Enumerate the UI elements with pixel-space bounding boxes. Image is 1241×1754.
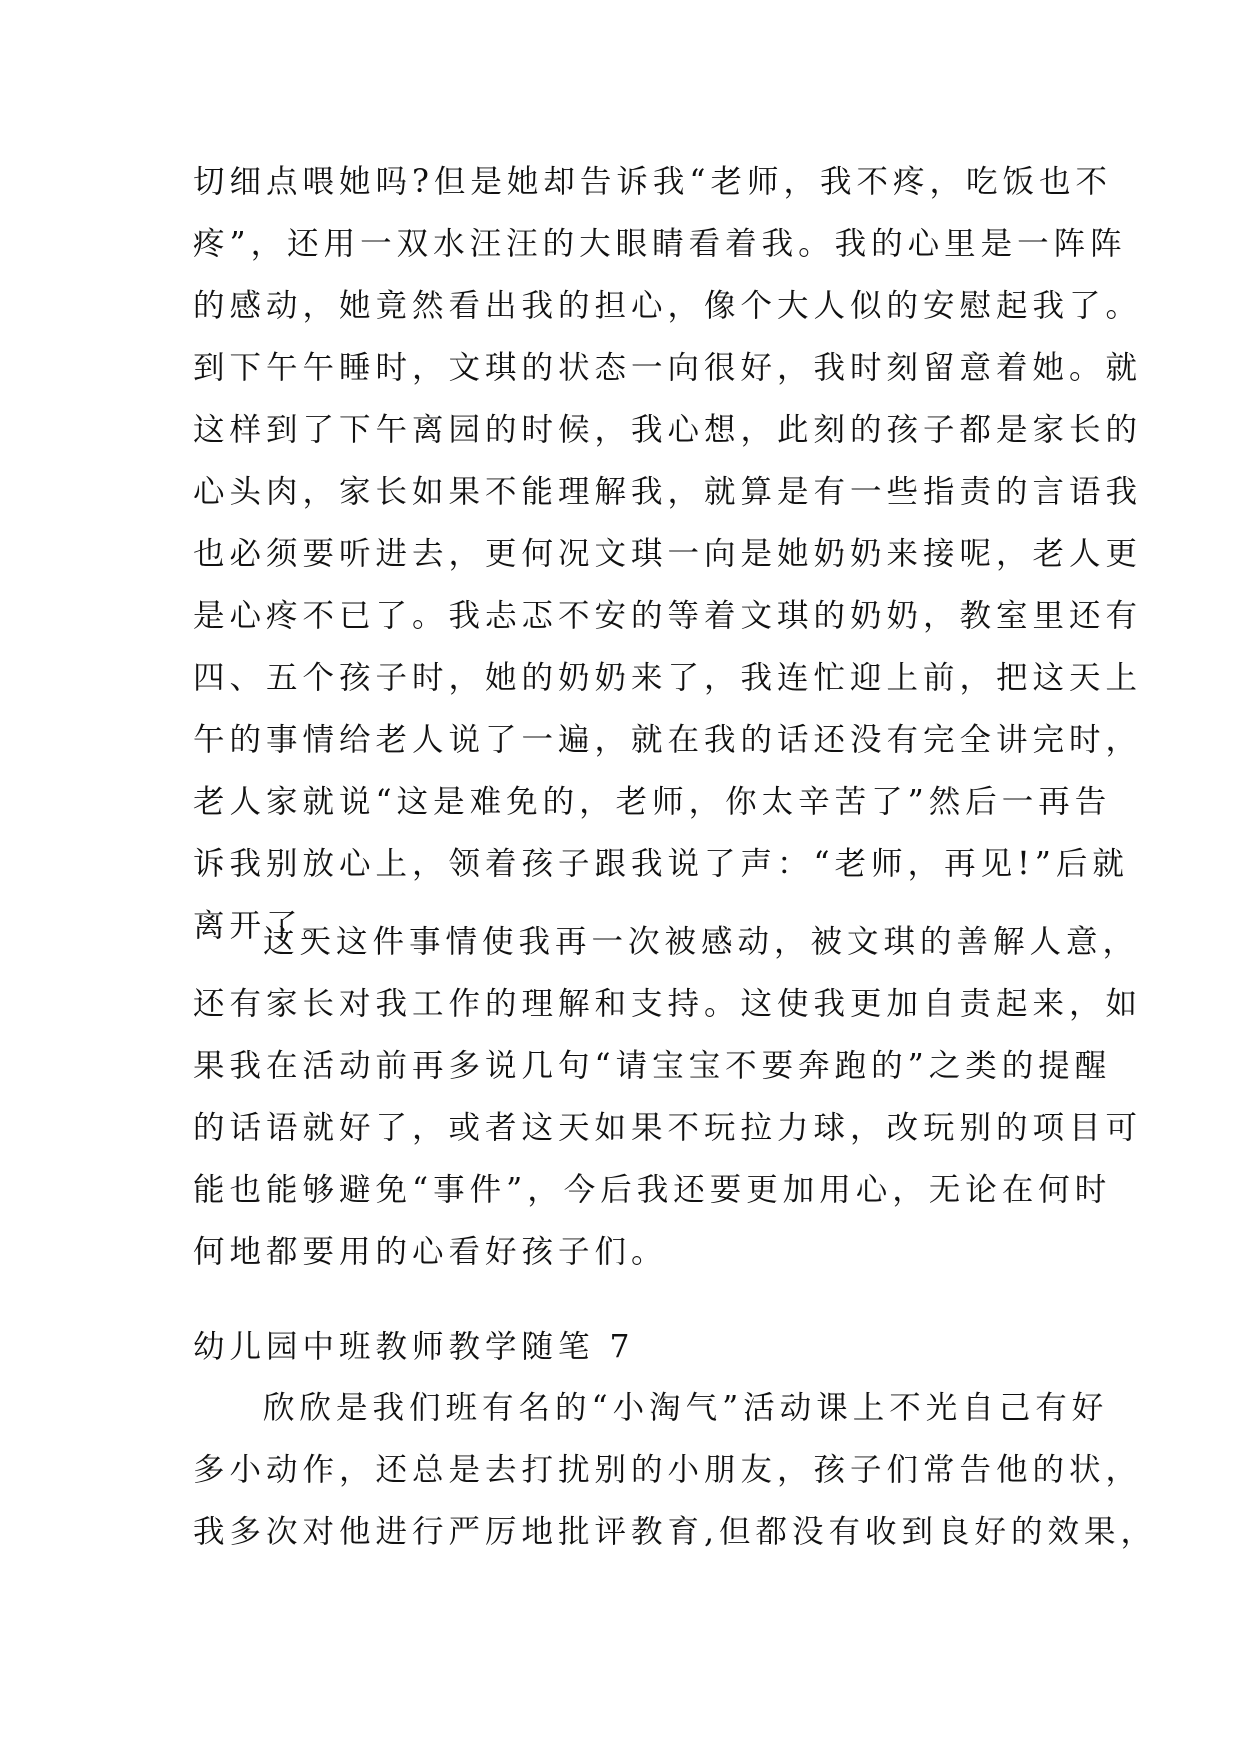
text-line: 心头肉，家长如果不能理解我，就算是有一些指责的言语我	[193, 474, 1143, 510]
text-line: 多小动作，还总是去打扰别的小朋友，孩子们常告他的状，	[193, 1452, 1143, 1488]
text-line: 诉我别放心上，领着孩子跟我说了声：“老师，再见!”后就	[193, 846, 1129, 882]
text-line: 老人家就说“这是难免的，老师，你太辛苦了”然后一再告	[193, 784, 1112, 820]
text-line: 疼”，还用一双水汪汪的大眼睛看着我。我的心里是一阵阵	[193, 226, 1127, 262]
text-line: 也必须要听进去，更何况文琪一向是她奶奶来接呢，老人更	[193, 536, 1143, 572]
paragraph-continued	[193, 151, 1143, 957]
paragraph-next	[193, 1377, 1158, 1563]
text-line: 午的事情给老人说了一遍，就在我的话还没有完全讲完时，	[193, 722, 1143, 758]
text-line: 何地都要用的心看好孩子们。	[193, 1234, 668, 1270]
paragraph-reflection	[193, 911, 1143, 1283]
section-heading-block	[193, 1316, 1073, 1378]
text-line: 能也能够避免“事件”，今后我还要更加用心，无论在何时	[193, 1172, 1112, 1208]
text-line: 这样到了下午离园的时候，我心想，此刻的孩子都是家长的	[193, 412, 1143, 448]
text-line: 还有家长对我工作的理解和支持。这使我更加自责起来，如	[193, 986, 1143, 1022]
text-line: 的感动，她竟然看出我的担心，像个大人似的安慰起我了。	[193, 288, 1143, 324]
text-line: 果我在活动前再多说几句“请宝宝不要奔跑的”之类的提醒	[193, 1048, 1112, 1084]
text-line: 四、五个孩子时，她的奶奶来了，我连忙迎上前，把这天上	[193, 660, 1143, 696]
text-line: 切细点喂她吗?但是她却告诉我“老师，我不疼，吃饭也不	[193, 164, 1112, 200]
text-line: 是心疼不已了。我忐忑不安的等着文琪的奶奶，教室里还有	[193, 598, 1143, 634]
section-heading: 幼儿园中班教师教学随笔 7	[193, 1329, 635, 1365]
text-line: 我多次对他进行严厉地批评教育,但都没有收到良好的效果，	[193, 1514, 1158, 1550]
text-line: 离开了。	[193, 908, 340, 944]
text-line: 的话语就好了，或者这天如果不玩拉力球，改玩别的项目可	[193, 1110, 1143, 1146]
text-line: 欣欣是我们班有名的“小淘气”活动课上不光自己有好	[263, 1390, 1109, 1426]
text-line: 这天这件事情使我再一次被感动，被文琪的善解人意，	[263, 924, 1140, 960]
text-line: 到下午午睡时，文琪的状态一向很好，我时刻留意着她。就	[193, 350, 1143, 386]
